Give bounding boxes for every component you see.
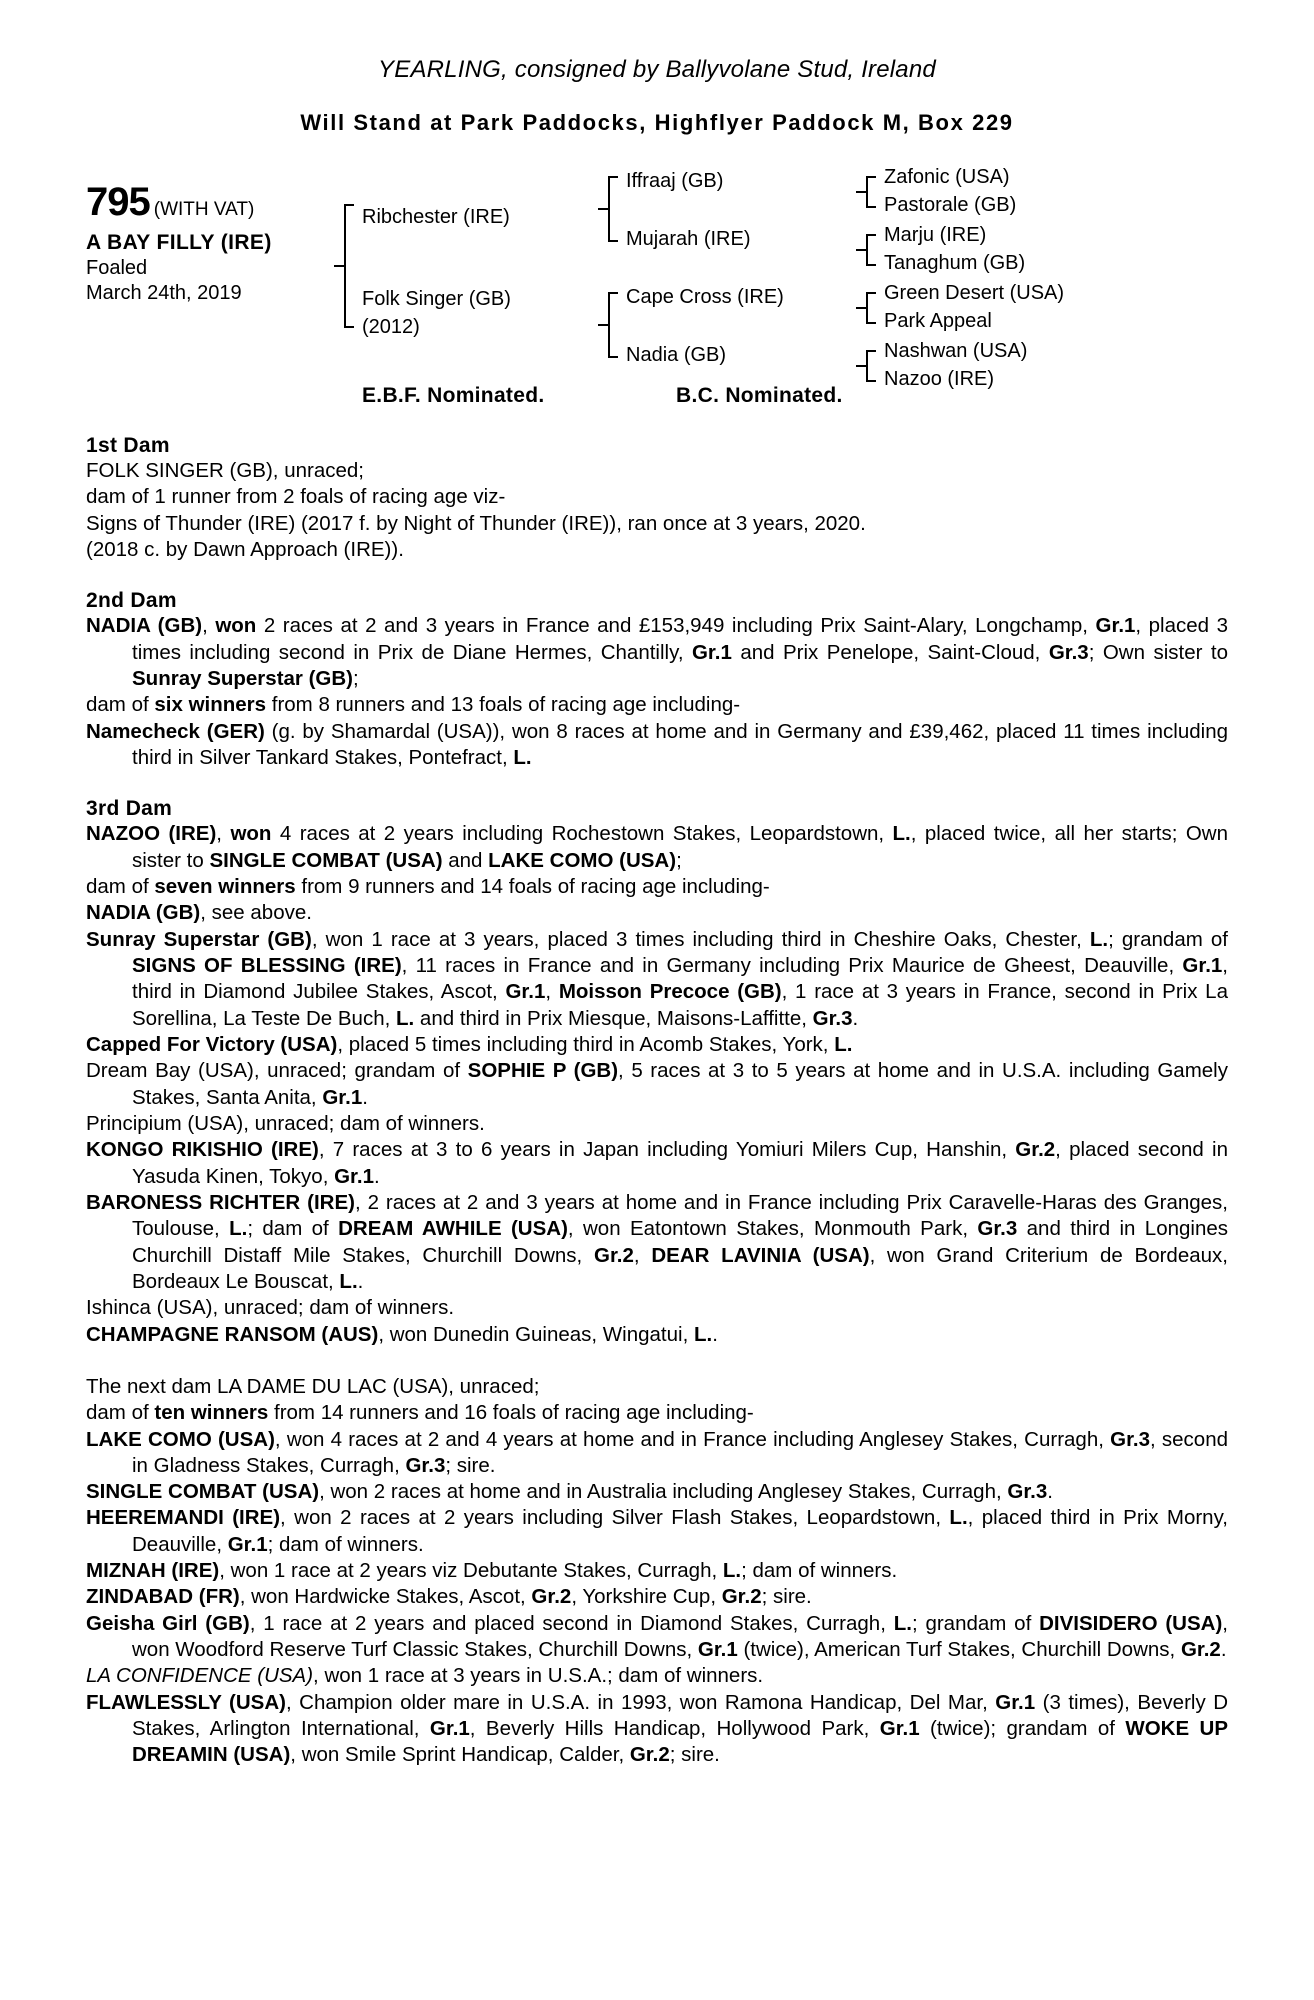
fourth-dam-progeny-miznah: MIZNAH (IRE), won 1 race at 2 years viz Debutante Stakes, Curragh, L.; dam of winners. (86, 1559, 898, 1583)
pedigree-g5: Green Desert (USA) (884, 282, 1065, 304)
pedigree-g1: Zafonic (USA) (884, 166, 1010, 188)
first-dam-line-2: dam of 1 runner from 2 foals of racing age viz- (86, 485, 506, 509)
third-dam-main: NAZOO (IRE), won 4 races at 2 years including Rochestown Stakes, Leopardstown, L., placed twice, all her starts; Own sister to SINGLE COMBAT (USA) and LAKE COMO (USA); (86, 822, 1228, 872)
first-dam-line-1: FOLK SINGER (GB), unraced; (86, 459, 364, 482)
third-dam-progeny-sunray: Sunray Superstar (GB), won 1 race at 3 years, placed 3 times including third in Cheshire Oaks, Chester, L.; grandam of SIGNS OF BLESSING (IRE), 11 races in France and in Germany including Prix Maurice de Gheest, Deauville, Gr.1, third in Diamond Jubilee Stakes, Ascot, Gr.1, Moisson Precoce (GB), 1 race at 3 years in France, second in Prix La Sorellina, La Teste De Buch, L. and third in Prix Miesque, Maisons-Laffitte, Gr.3. (86, 927, 1229, 1030)
pedigree-g7: Nashwan (USA) (884, 340, 1028, 362)
second-dam-progeny-namecheck: Namecheck (GER) (g. by Shamardal (USA)), won 8 races at home and in Germany and £39,462, placed 11 times including third in Silver Tankard Stakes, Pontefract, L. (86, 719, 1229, 769)
fourth-dam-section (86, 1374, 1228, 1769)
third-dam-progeny-champagne: CHAMPAGNE RANSOM (AUS), won Dunedin Guineas, Wingatui, L.. (86, 1322, 718, 1346)
third-dam-section (86, 797, 1228, 1348)
third-dam-progeny-dreambay: Dream Bay (USA), unraced; grandam of SOPHIE P (GB), 5 races at 3 to 5 years at home and in U.S.A. including Gamely Stakes, Santa Anita, Gr.1. (86, 1059, 1228, 1109)
stand-location-line: Will Stand at Park Paddocks, Highflyer Paddock M, Box 229 (300, 110, 1014, 135)
dam-year: (2012) (362, 316, 420, 338)
second-dam-main: NADIA (GB), won 2 races at 2 and 3 years in France and £153,949 including Prix Saint-Alary, Longchamp, Gr.1, placed 3 times including second in Prix de Diane Hermes, Chantilly, Gr.1 and Prix Penelope, Saint-Cloud, Gr.3; Own sister to Sunray Superstar (GB); (86, 614, 1228, 690)
third-dam-progeny-capped: Capped For Victory (USA), placed 5 times including third in Acomb Stakes, York, L. (86, 1032, 853, 1056)
lot-description: A BAY FILLY (IRE) (86, 231, 272, 254)
pedigree-g3: Marju (IRE) (884, 224, 987, 246)
bc-nomination: B.C. Nominated. (676, 384, 843, 407)
pedigree-g4: Tanaghum (GB) (884, 252, 1026, 274)
lot-vat-note: (WITH VAT) (153, 199, 255, 220)
pedigree-block (86, 166, 1228, 390)
dam-name: Folk Singer (GB) (362, 288, 511, 310)
pedigree-g2: Pastorale (GB) (884, 194, 1017, 216)
pedigree-g8: Nazoo (IRE) (884, 368, 995, 390)
first-dam-progeny-2: (2018 c. by Dawn Approach (IRE)). (86, 537, 404, 561)
fourth-dam-progeny-singlecombat: SINGLE COMBAT (USA), won 2 races at home and in Australia including Anglesey Stakes, Curragh, Gr.3. (86, 1480, 1053, 1504)
second-dam-section (86, 589, 1228, 771)
fourth-dam-progeny-lakecomo: LAKE COMO (USA), won 4 races at 2 and 4 years at home and in France including Anglesey Stakes, Curragh, Gr.3, second in Gladness Stakes, Curragh, Gr.3; sire. (86, 1427, 1229, 1477)
dam-sire-name: Cape Cross (IRE) (626, 286, 784, 308)
third-dam-name: NAZOO (IRE) (86, 822, 217, 846)
first-dam-progeny-1: Signs of Thunder (IRE) (2017 f. by Night of Thunder (IRE)), ran once at 3 years, 2020. (86, 511, 866, 535)
fourth-dam-progeny-laconfidence: LA CONFIDENCE (USA), won 1 race at 3 years in U.S.A.; dam of winners. (86, 1664, 764, 1688)
fourth-dam-progeny-zindabad: ZINDABAD (FR), won Hardwicke Stakes, Ascot, Gr.2, Yorkshire Cup, Gr.2; sire. (86, 1585, 812, 1609)
first-dam-section (86, 434, 1228, 563)
sire-sire-name: Iffraaj (GB) (626, 170, 724, 192)
fourth-dam-progeny-flawlessly: FLAWLESSLY (USA), Champion older mare in U.S.A. in 1993, won Ramona Handicap, Del Mar, Gr.1 (3 times), Beverly D Stakes, Arlington International, Gr.1, Beverly Hills Handicap, Hollywood Park, Gr.1 (twice); grandam of WOKE UP DREAMIN (USA), won Smile Sprint Handicap, Calder, Gr.2; sire. (86, 1690, 1229, 1767)
dam-dam-name: Nadia (GB) (626, 344, 727, 366)
second-dam-heading: 2nd Dam (86, 589, 177, 613)
third-dam-damline: dam of seven winners from 9 runners and 14 foals of racing age including- (86, 874, 770, 898)
third-dam-progeny-baroness: BARONESS RICHTER (IRE), 2 races at 2 and 3 years at home and in France including Prix Caravelle-Haras des Granges, Toulouse, L.; dam of DREAM AWHILE (USA), won Eatontown Stakes, Monmouth Park, Gr.3 and third in Longines Churchill Distaff Mile Stakes, Churchill Downs, Gr.2, DEAR LAVINIA (USA), won Grand Criterium de Bordeaux, Bordeaux Le Bouscat, L.. (86, 1190, 1229, 1293)
sire-dam-name: Mujarah (IRE) (626, 228, 751, 250)
third-dam-progeny-nadia: NADIA (GB), see above. (86, 901, 312, 925)
fourth-dam-intro: The next dam LA DAME DU LAC (USA), unraced; (86, 1374, 540, 1398)
first-dam-heading: 1st Dam (86, 434, 170, 457)
ebf-nomination: E.B.F. Nominated. (362, 384, 545, 407)
fourth-dam-progeny-geisha: Geisha Girl (GB), 1 race at 2 years and placed second in Diamond Stakes, Curragh, L.; grandam of DIVISIDERO (USA), won Woodford Reserve Turf Classic Stakes, Churchill Downs, Gr.1 (twice), American Turf Stakes, Churchill Downs, Gr.2. (86, 1611, 1228, 1662)
second-dam-name: NADIA (GB) (86, 614, 203, 638)
second-dam-damline: dam of six winners from 8 runners and 13 foals of racing age including- (86, 693, 741, 717)
foaled-date: March 24th, 2019 (86, 282, 242, 304)
third-dam-progeny-ishinca: Ishinca (USA), unraced; dam of winners. (86, 1296, 455, 1320)
foaled-label: Foaled (86, 257, 148, 279)
sire-name: Ribchester (IRE) (362, 206, 510, 228)
consignment-line: YEARLING, consigned by Ballyvolane Stud, Ireland (378, 56, 936, 83)
pedigree-g6: Park Appeal (884, 310, 992, 332)
third-dam-progeny-kongo: KONGO RIKISHIO (IRE), 7 races at 3 to 6 years in Japan including Yomiuri Milers Cup, Hanshin, Gr.2, placed second in Yasuda Kinen, Tokyo, Gr.1. (86, 1138, 1228, 1188)
lot-details (86, 170, 362, 305)
third-dam-progeny-principium: Principium (USA), unraced; dam of winners. (86, 1111, 485, 1135)
fourth-dam-progeny-heeremandi: HEEREMANDI (IRE), won 2 races at 2 years including Silver Flash Stakes, Leopardstown, L., placed third in Prix Morny, Deauville, Gr.1; dam of winners. (86, 1506, 1228, 1556)
third-dam-heading: 3rd Dam (86, 797, 173, 821)
fourth-dam-damline: dam of ten winners from 14 runners and 16 foals of racing age including- (86, 1401, 754, 1425)
lot-number: 795 (86, 180, 150, 224)
nominations-row (86, 384, 1228, 408)
